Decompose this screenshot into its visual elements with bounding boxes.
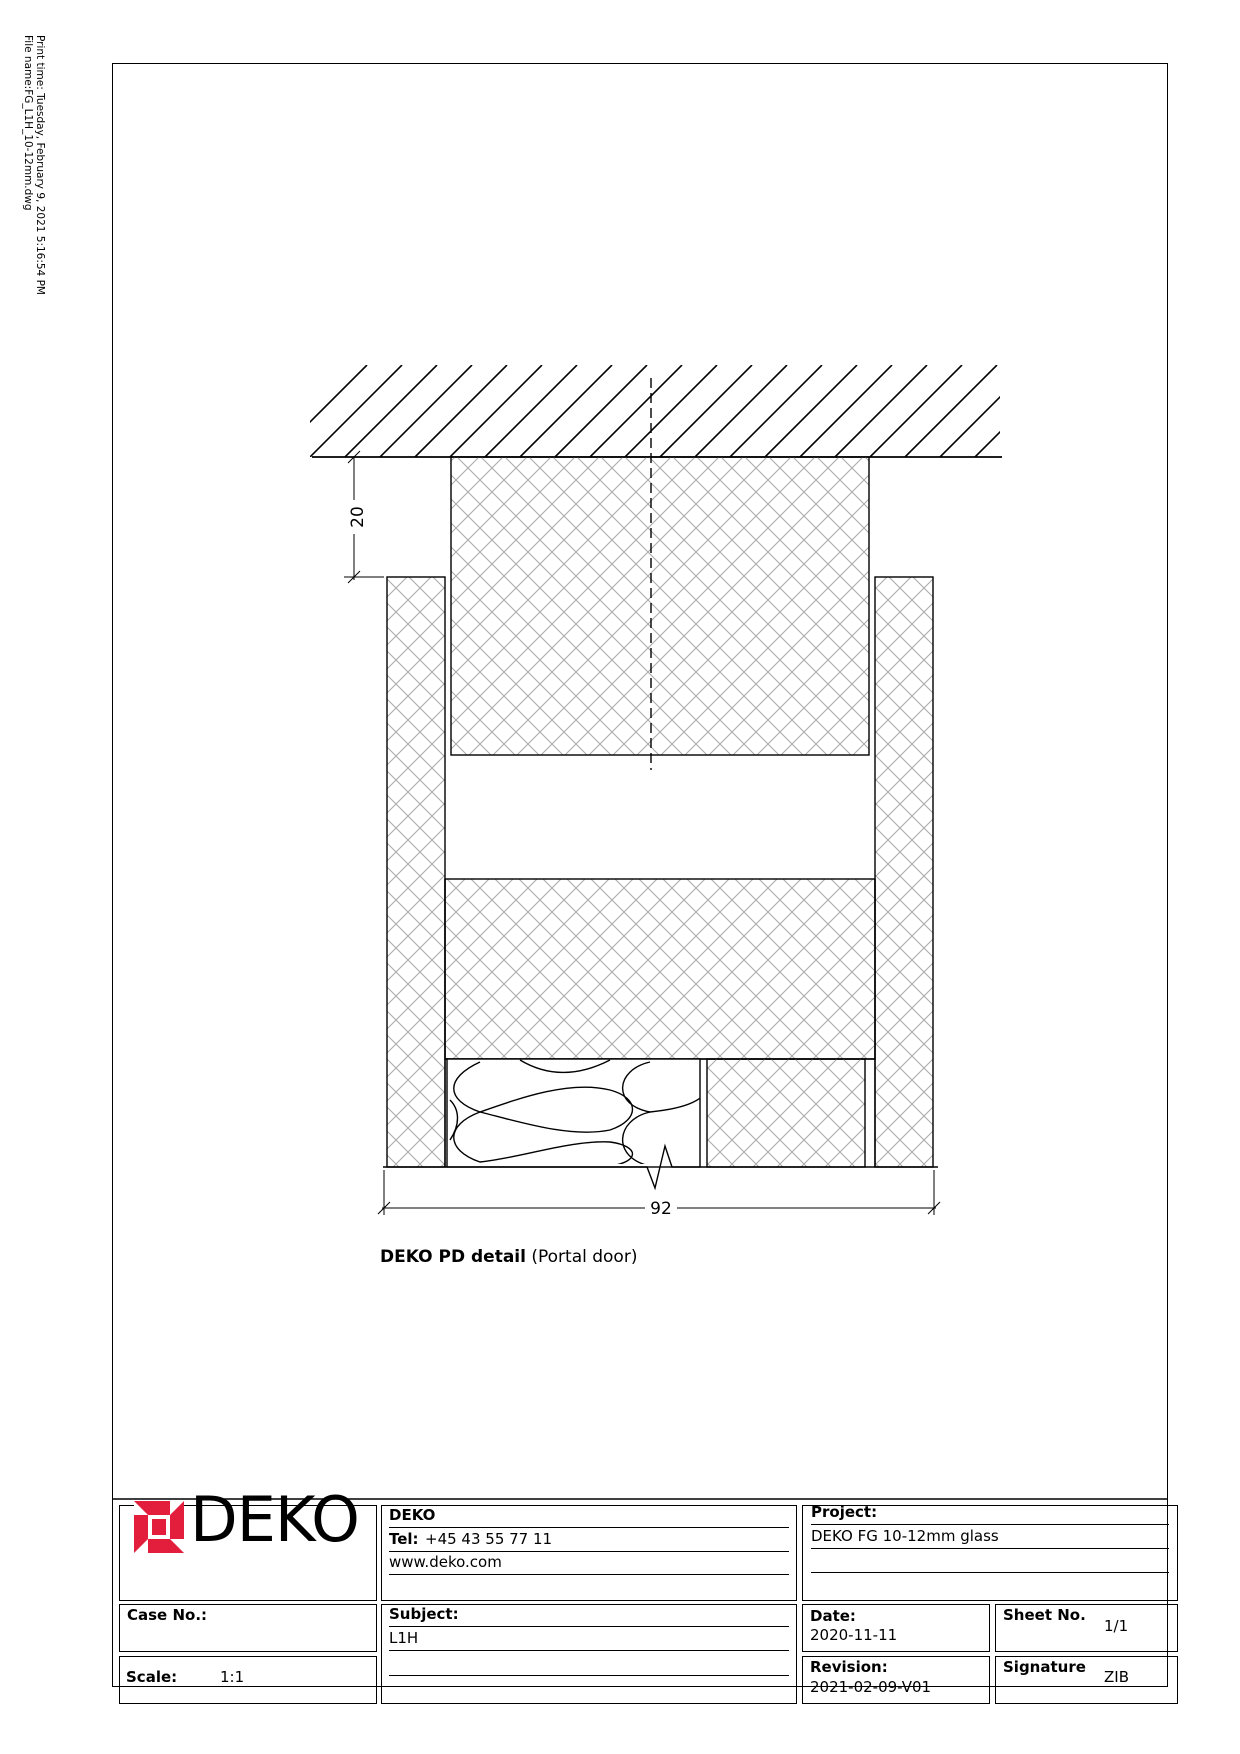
caption-title: DEKO PD detail (380, 1247, 526, 1267)
ceiling-hatch (275, 365, 1067, 457)
project-label: Project: (811, 1503, 878, 1521)
side-block (707, 1059, 865, 1167)
scale-value: 1:1 (220, 1668, 245, 1686)
gap (445, 755, 875, 879)
company-name: DEKO (389, 1506, 436, 1524)
subject-label: Subject: (389, 1605, 459, 1623)
deko-logo-text: DEKO (190, 1483, 359, 1556)
left-jamb (387, 577, 445, 1167)
print-time: Print time: Tuesday, February 9, 2021 5:16:54 PM (34, 35, 46, 295)
top-profile (451, 457, 869, 755)
subject-value: L1H (389, 1629, 419, 1647)
right-jamb (875, 577, 933, 1167)
drawing-caption (380, 1247, 637, 1267)
dim-horizontal-label: 92 (650, 1199, 672, 1219)
sheet-no-value: 1/1 (1104, 1617, 1129, 1635)
website: www.deko.com (389, 1553, 502, 1571)
door-leaf (445, 879, 875, 1059)
tel-label: Tel: (389, 1530, 419, 1548)
date-label: Date: (810, 1607, 856, 1625)
scale-label: Scale: (126, 1668, 178, 1686)
revision-label: Revision: (810, 1658, 888, 1676)
case-no-label: Case No.: (127, 1606, 208, 1624)
signature-value: ZIB (1104, 1668, 1129, 1686)
dim-vertical-label: 20 (348, 506, 368, 528)
revision-value: 2021-02-09-V01 (810, 1678, 932, 1696)
project-value: DEKO FG 10-12mm glass (811, 1527, 999, 1545)
tel-value: +45 43 55 77 11 (425, 1530, 553, 1548)
file-name: File name:FG_L1H_10-12mm.dwg (22, 35, 34, 211)
sheet-no-label: Sheet No. (1003, 1606, 1086, 1624)
deko-logo-mark (134, 1501, 184, 1553)
caption-subtitle: (Portal door) (525, 1247, 638, 1267)
signature-label: Signature (1003, 1658, 1086, 1676)
date-value: 2020-11-11 (810, 1626, 898, 1644)
